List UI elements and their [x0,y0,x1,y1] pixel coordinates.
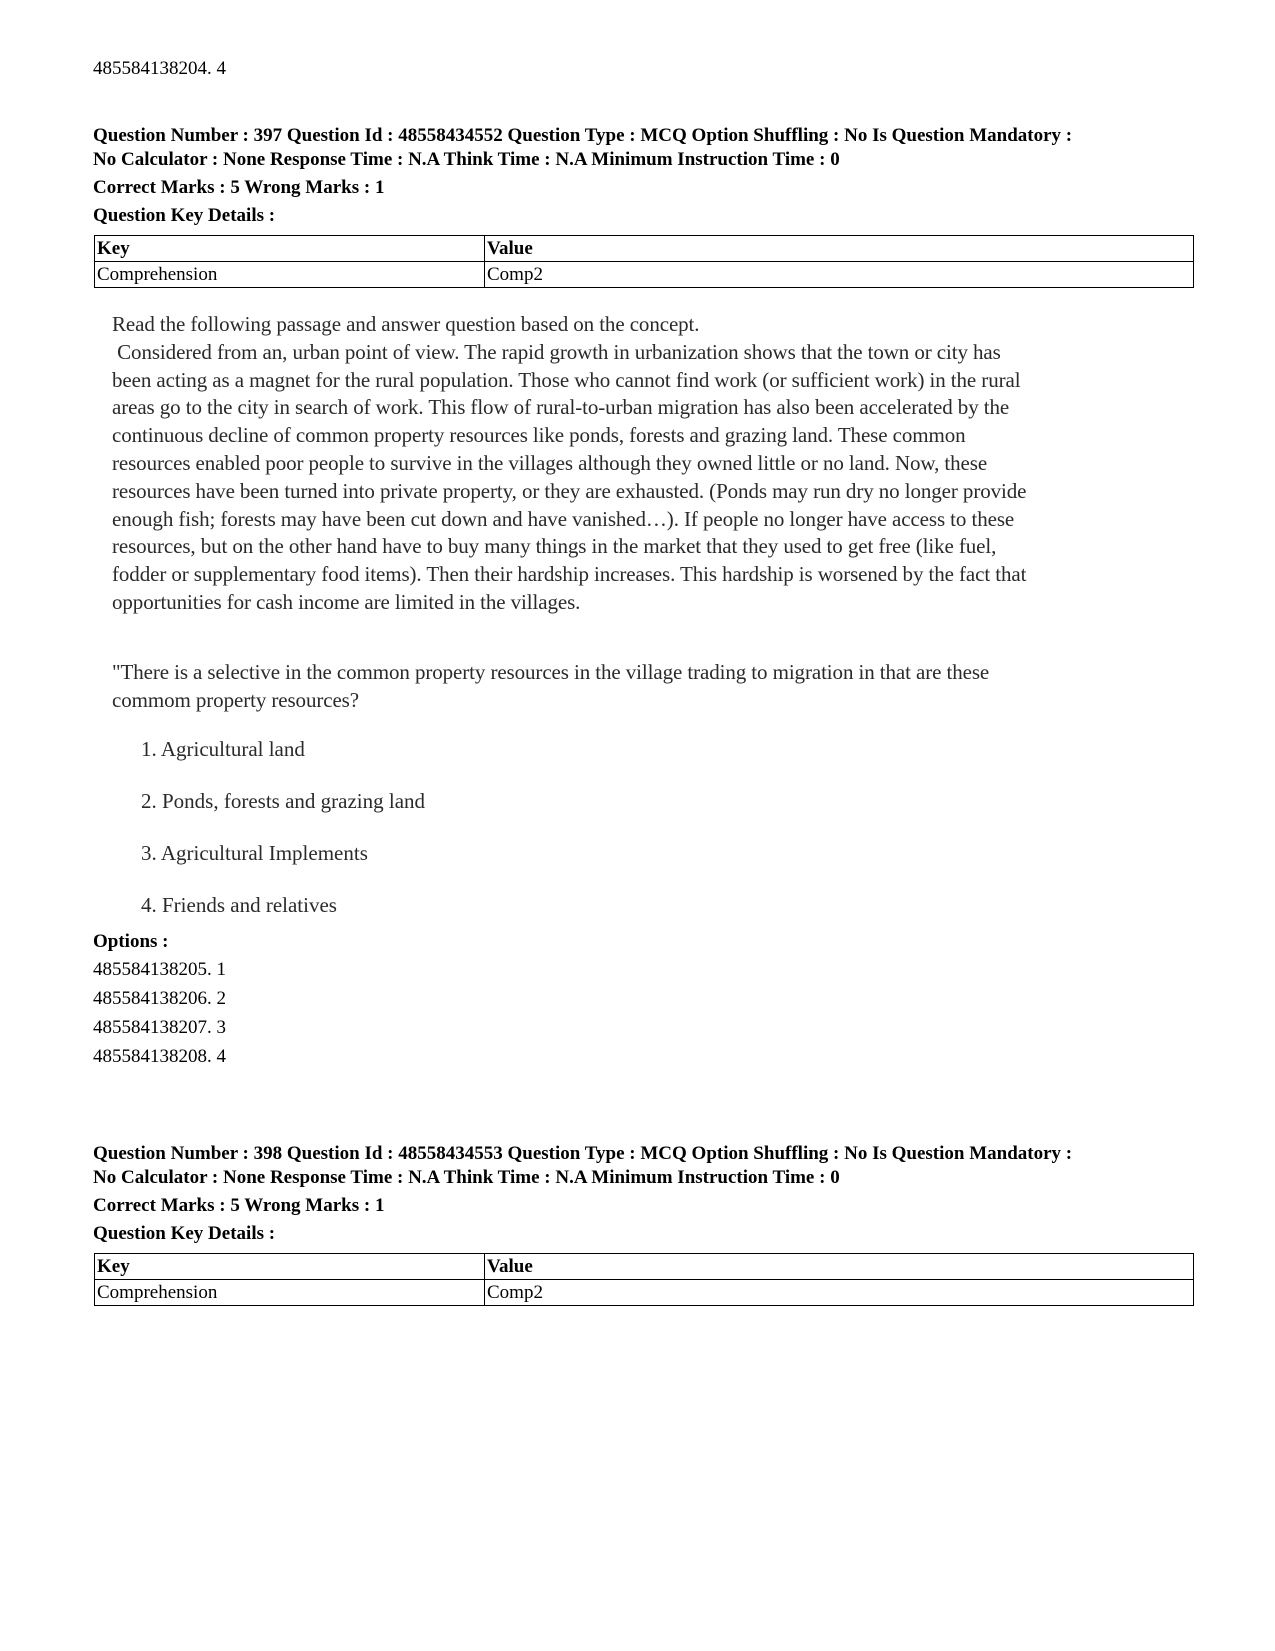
passage-line: enough fish; forests may have been cut down and have vanished…). If people no longer have access to these [112,506,1015,531]
q397-key-table [94,235,1194,288]
value-cell: Comp2 [485,1280,1194,1306]
table-row [95,1280,1194,1306]
option-line: 485584138206. 2 [93,988,226,1009]
q398-meta-line1: Question Number : 398 Question Id : 48558434553 Question Type : MCQ Option Shuffling : No Is Question Mandatory : [93,1143,1073,1164]
passage-line: continuous decline of common property resources like ponds, forests and grazing land. These common [112,423,966,448]
question-line: "There is a selective in the common property resources in the village trading to migration in that are these [112,660,990,684]
option-line: 485584138208. 4 [93,1046,226,1067]
table-row [95,262,1194,288]
q398-marks: Correct Marks : 5 Wrong Marks : 1 [93,1195,385,1216]
passage-line: fodder or supplementary food items). Then their hardship increases. This hardship is worsened by the fact that [112,562,1027,587]
key-cell: Comprehension [95,262,485,288]
choice-item: 1. Agricultural land [141,737,305,761]
passage-line: been acting as a magnet for the rural population. Those who cannot find work (or sufficient work) in the rural [112,367,1021,392]
table-header-row [95,236,1194,262]
choice-item: 3. Agricultural Implements [141,841,368,865]
value-header: Value [485,1254,1194,1280]
value-cell: Comp2 [485,262,1194,288]
passage-line: opportunities for cash income are limited in the villages. [112,589,581,614]
q397-marks: Correct Marks : 5 Wrong Marks : 1 [93,177,385,198]
passage-line: areas go to the city in search of work. This flow of rural-to-urban migration has also been accelerated by the [112,395,1010,420]
choice-item: 2. Ponds, forests and grazing land [141,789,426,813]
passage-intro: Read the following passage and answer question based on the concept. [112,312,700,336]
q397-meta [93,124,1203,172]
key-header: Key [95,236,485,262]
passage-line: Considered from an, urban point of view. The rapid growth in urbanization shows that the town or city has [112,339,1001,364]
q397-passage [112,311,1182,617]
q397-key-details-label: Question Key Details : [93,205,276,226]
q397-question-text [112,659,1182,715]
question-line: commom property resources? [112,687,359,712]
q398-meta-line2: No Calculator : None Response Time : N.A Think Time : N.A Minimum Instruction Time : 0 [93,1167,840,1188]
table-header-row [95,1254,1194,1280]
choice-item: 4. Friends and relatives [141,893,337,917]
key-header: Key [95,1254,485,1280]
option-line: 485584138205. 1 [93,959,226,980]
passage-line: resources have been turned into private property, or they are exhausted. (Ponds may run dry no longer provide [112,478,1027,503]
passage-line: resources, but on the other hand have to buy many things in the market that they used to get free (like fuel, [112,534,997,559]
q397-meta-line1: Question Number : 397 Question Id : 48558434552 Question Type : MCQ Option Shuffling : No Is Question Mandatory : [93,125,1073,146]
q398-meta [93,1142,1203,1190]
q397-options-list [93,955,226,1071]
q397-options-label: Options : [93,931,169,952]
key-cell: Comprehension [95,1280,485,1306]
option-line: 485584138207. 3 [93,1017,226,1038]
q398-key-details-label: Question Key Details : [93,1223,276,1244]
q398-key-table [94,1253,1194,1306]
previous-option-line: 485584138204. 4 [93,58,226,79]
q397-meta-line2: No Calculator : None Response Time : N.A Think Time : N.A Minimum Instruction Time : 0 [93,149,840,170]
value-header: Value [485,236,1194,262]
passage-line: resources enabled poor people to survive in the villages although they owned little or no land. Now, these [112,450,988,475]
